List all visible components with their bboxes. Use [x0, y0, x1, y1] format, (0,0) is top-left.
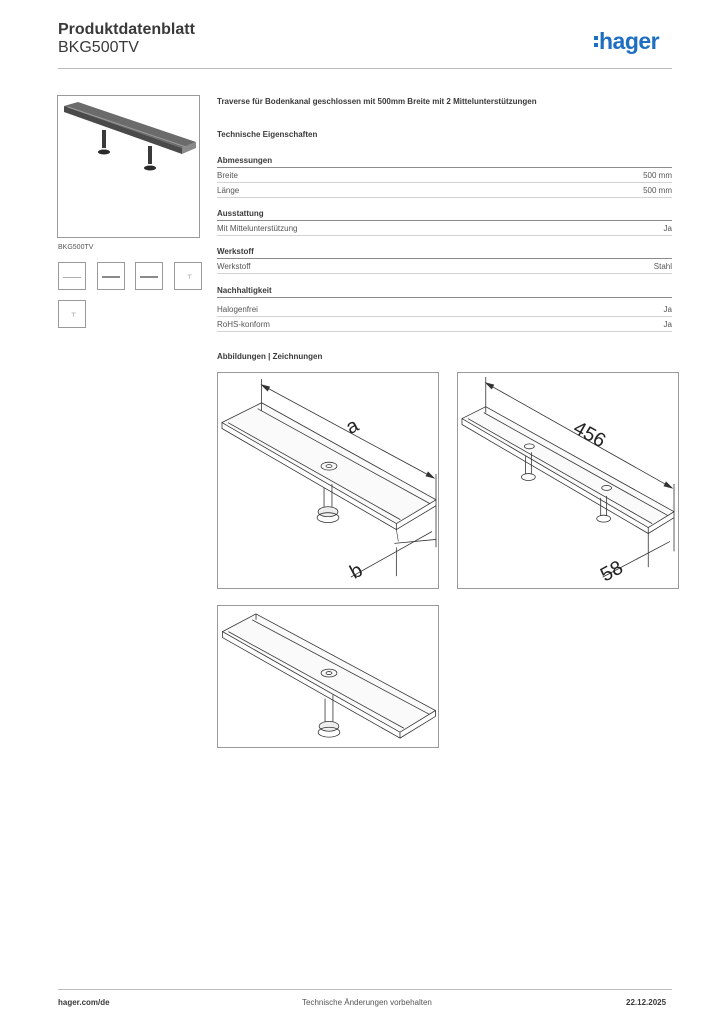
group-heading-equipment: Ausstattung	[217, 209, 672, 221]
hager-logo	[594, 28, 659, 55]
property-label: Mit Mittelunterstützung	[217, 224, 298, 233]
group-heading-material: Werkstoff	[217, 247, 672, 259]
technical-properties-heading: Technische Eigenschaften	[217, 130, 318, 139]
property-label: Breite	[217, 171, 238, 180]
footer-website-link[interactable]: hager.com/de	[58, 998, 110, 1007]
product-description: Traverse für Bodenkanal geschlossen mit 500mm Breite mit 2 Mittelunterstützungen	[217, 97, 537, 106]
drawing-dimensions-456-58	[457, 372, 679, 589]
property-value: 500 mm	[643, 186, 672, 195]
product-image	[57, 95, 200, 238]
property-row-length	[217, 184, 672, 198]
logo-dots-icon	[594, 36, 598, 50]
footer-date: 22.12.2025	[626, 998, 667, 1007]
property-row-center-support	[217, 222, 672, 236]
property-row-width	[217, 169, 672, 183]
figures-heading: Abbildungen | Zeichnungen	[217, 352, 323, 361]
property-label: Halogenfrei	[217, 305, 258, 314]
footer-notice: Technische Änderungen vorbehalten	[302, 998, 432, 1007]
logo-text: hager	[599, 28, 660, 54]
group-heading-dimensions: Abmessungen	[217, 156, 672, 168]
property-row-material	[217, 260, 672, 274]
footer-divider	[58, 989, 672, 990]
group-heading-sustainability: Nachhaltigkeit	[217, 286, 672, 298]
property-row-halogen-free	[217, 303, 672, 317]
property-label: Länge	[217, 186, 240, 195]
header-divider	[58, 68, 672, 69]
drawing-dimensions-ab	[217, 372, 439, 589]
property-value: Ja	[663, 320, 672, 329]
property-value: 500 mm	[643, 171, 672, 180]
dimension-label-a: a	[342, 414, 363, 439]
thumbnail-2[interactable]	[97, 262, 125, 290]
property-row-rohs	[217, 318, 672, 332]
thumbnail-4[interactable]: ⊤	[174, 262, 202, 290]
property-value: Ja	[663, 305, 672, 314]
thumbnail-3[interactable]	[135, 262, 163, 290]
drawing-perspective	[217, 605, 439, 748]
dimension-label-58: 58	[596, 556, 627, 587]
document-subtitle: BKG500TV	[58, 39, 139, 56]
product-image-caption: BKG500TV	[58, 244, 94, 251]
thumbnail-5[interactable]: ⊤	[58, 300, 86, 328]
thumbnail-1[interactable]	[58, 262, 86, 290]
dimension-label-456: 456	[569, 417, 610, 453]
property-label: RoHS-konform	[217, 320, 270, 329]
property-value: Stahl	[653, 262, 672, 271]
dimension-label-b: b	[346, 559, 367, 584]
document-title: Produktdatenblatt	[58, 21, 195, 38]
property-label: Werkstoff	[217, 262, 251, 271]
property-value: Ja	[663, 224, 672, 233]
